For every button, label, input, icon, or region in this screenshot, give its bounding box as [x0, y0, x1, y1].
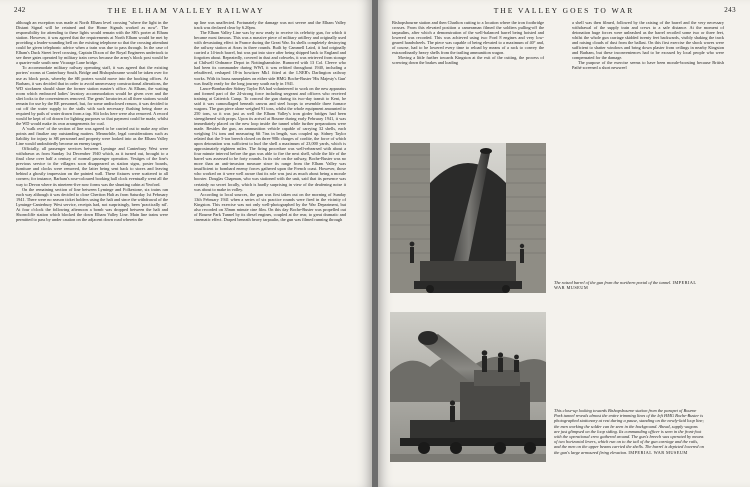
- left-page-number: 242: [14, 6, 26, 14]
- paragraph: A 'walk over' of the section of line was agreed to be carried out to make any other points and finalize any outstanding matters. Meanwhile, legal considerations such as liability for injury to SR personnel and property were looked into as the Elham Valley Line would undoubtedly become an enemy target.: [16, 125, 168, 147]
- paragraph: Bishopsbourne station and then Charlton cutting to a location where the iron footbridge crosses. From this elevated position a cameraman filmed the soldiers pulling-off the tarpaulins, after which a demonstration of the well-balanced barrel being hoisted and lowered was recorded. This was achieved using two Ford 8 engines and very low-geared handwheels. The piece was capable of being elevated to a maximum of 40° and, of course, had to be lowered every time to reload by means of a rack to convey the extraordinarily heavy shells from the trailing ammunition wagon.: [392, 20, 544, 56]
- gun-barrel-photo: [390, 143, 546, 293]
- right-page: [378, 0, 750, 487]
- paragraph: The purpose of the exercise seems to have been morale-boosting because British Pathé screened a short newsreel: [572, 60, 724, 71]
- left-column-2: [194, 20, 346, 478]
- paragraph: According to local sources, the gun was first taken out on the morning of Sunday 13th February 1941 when a series of six practice rounds were fired in the vicinity of Kingston. This exercise was not only well-photographed by the War Department, but also recorded on 35mm minute cine film. On this day Boche-Buster was propelled out of Bourne Park Tunnel by its diesel engines, coupled at the rear, to great dramatic and cinematic effect. Draped beneath heavy tarpaulin, the gun was filmed running through: [194, 191, 346, 222]
- paragraph: Lance-Bombardier Sidney Taylor RA had volunteered to work on the new apparatus and formed part of the 24-strong force including sergeant and officers who received training at Catterick Camp. To conceal the gun during its two-day transit to Kent, he said it was camouflaged beneath canvas and steel hoops to resemble three furnace wagons. The gun piece alone weighed 91 tons, whilst the whole equipment amounted to 250 tons, so it was just as well the Elham Valley's iron girder bridges had been strengthened with props. Upon its arrival at Bourne during early February 1941, it was immediately placed on the new loop inside the tunnel while further preparations were made. Besides the gun, an ammunition vehicle capable of carrying 32 shells, each weighing 1¼ tons and measuring 6ft 7ins in length, was coupled up. Sidney Taylor related that the 5-ton breech closed on three 90lb charges of cordite, the force of which upon detonation was sufficient to hurl the shell a maximum of 23,000 yards, which is approximately eighteen miles. The firing procedure was well-rehearsed with about a four minute interval before the gun was able to fire the next shell, while the life of the barrel was assessed to be forty rounds. In its role on the railway, Boche-Buster was no more than an anti-invasion measure since its range from the Elham Valley was insufficient to bombard enemy forces gathered upon the French coast. However, those who worked on it were well aware that its role was just as much about being a morale booster. Douglas Chapman, who was stationed with the unit, said that its presence was certainly no secret locally, which is hardly surprising in view of the deafening noise it was about to make in volley.: [194, 85, 346, 192]
- right-column-2: [572, 20, 724, 126]
- right-page-number: 243: [724, 6, 736, 14]
- left-page: [0, 0, 372, 487]
- photo-caption-2: [554, 408, 704, 455]
- left-column-1: [16, 20, 168, 478]
- caption-credit: IMPERIAL WAR MUSEUM: [628, 449, 688, 455]
- left-running-head: [14, 4, 358, 16]
- left-running-title: THE ELHAM VALLEY RAILWAY: [107, 5, 265, 15]
- paragraph: On the remaining section of line between Lyminge and Folkestone, six trains ran each way although it was decided to close Cheriton Halt as from Saturday 1st February 1941. There were no season ticket holders using the halt and since the withdrawal of the Lyminge-Canterbury West service, receipts had, not surprisingly, been 'practically nil'. At four o'clock the following afternoon a bomb was dropped between the halt and Shorncliffe station which blocked the down Elham Valley Line. Main line trains were permitted to pass by under caution on the adjacent down road wherein the: [16, 186, 168, 222]
- caption-credit: IMPERIAL WAR MUSEUM: [554, 280, 697, 291]
- caption-text: This close-up looking towards Bishopsbourne station from the parapet of Bourne Park tunnel reveals almost the entire trimming lines of the left HMG Boche-Buster is photographed stationary at rest during a pause, standing on the newly-laid loop line; the men working the solder can be seen in the background. Ahead, supply wagons are just glimpsed on the loop siding. Its commanding officer is seen in the front-foot with the operational crew gathered around. The gun's breech was operated by means of two horizontal levers, which run on to the tail of the gun carriage and the rails, and the men on the upper beams carried the shells. The barrel is depicted lowered on the gun's large armoured firing elevation.: [554, 408, 704, 455]
- paragraph: up line was unaffected. Fortunately the damage was not severe and the Elham Valley track was declared clear by 6.20pm.: [194, 20, 346, 31]
- photo-caption-1: [554, 280, 704, 290]
- gun-closeup-photo: [390, 312, 546, 462]
- paragraph: Officially, all passenger services between Lyminge and Canterbury West were withdrawn as from Sunday 1st December 1940 which, as it turned out, brought to a final close over half a century of normal passenger operation. Vestiges of the line's previous service to the villagers soon disappeared as station signs, poster boards, furniture and clocks were removed, the latter being sent back to stores and leaving behind a ghostly impression on the painted wall. These fixtures were scattered to all corners; for instance, Barham's rose-coloured booking hall clock eventually went all the way to Devon where its nineteen-five now forms was the shunting cabin at Yeoford.: [16, 146, 168, 187]
- right-column-1: [392, 20, 544, 150]
- paragraph: a shell was then filmed, followed by the raising of the barrel and the very necessary withdrawal of the supply train and crews to a safe distance. At the moment of detonation huge forces were unleashed as the barrel recoiled some two or three feet, whilst the whole gun carriage skidded twenty feet backwards, visibly shaking the track and raising clouds of dust from the ballast. On this first exercise the shock waves were sufficient to shatter windows and bring down plaster from ceilings in nearby Kingston and Barham, but these inconveniences had to be excused by local people who were compensated for the damage.: [572, 20, 724, 61]
- right-running-title: THE VALLEY GOES TO WAR: [493, 5, 635, 15]
- caption-text: The raised barrel of the gun from the northern portal of the tunnel.: [554, 280, 672, 285]
- right-running-head: [392, 4, 736, 16]
- paragraph: To accommodate military railway operating staff, it was agreed that the existing porters' rooms at Canterbury South, Bridge and Bishopsbourne would be taken over for use as block posts, whereby the SR porters would move into the booking offices. At Barham, it was decided that in order to avoid unnecessary constructional alterations, the WD stockmen should share the former station master's office. At Elham, the waiting room which embraced ladies' lavatory accommodation would be given over and the sliet locks to the conveniences removed. The gents' lavatories at all three stations would remain for use by the RE personnel, but, for some undisclosed reason, it was decided to cut off the water supply to the stalls with such necessary flushing being done as required by pails of water drawn from a tap. Slit locks here were also removed. A record would be kept of oil drawn for lighting purposes so that payment could be made, whilst the WD would make its own arrangements for coal.: [16, 65, 168, 126]
- paragraph: although an exception was made at North Elham level crossing "where the light in the Distant Signal will be retained and the Home Signals worked as now". The responsibility for attending to these lights would remain with the SR's porter at Elham station. However, it was agreed that the requirements at North Elham would be met by providing a leader-sounding bell on the existing telephone so that the crossing attendant could be given telephonic advice when a train was due to pass through. In the case of Elham's Duck Street level crossing, Captain Dixon of the Royal Engineers undertook to see there gates operated by military train crews because the army's block post would be a quarter-mile south near Vicarage Lane bridge.: [16, 20, 168, 66]
- paragraph: The Elham Valley Line was by now ready to receive its celebrity gun, for which it became most famous. This was a massive piece of military artillery and originally used with devastating effect in France during the Great War. Its shells completely destroying the railway station at Arras in three rounds. Built by Cammell Laird, it had originally carried a 14-inch barrel, but was put into store after being shipped back to England and forgotten about. Repeatedly, covered in dust and cobwebs, it was retrieved from storage at Chilwell Ordnance Depot in Nottinghamshire. Rumored with 13 Col. Cleeve who had been its commander during WWI, it was refitted throughout 1940, including a rebuffered, reshaped 18-in howitzer Mk1 fitted at the LNER's Darlington railway works. With its brass nameplates on either side HMG Boche-Buster 'His Majesty's Gun' was finally ready for the long journey south early in 1941.: [194, 30, 346, 86]
- gun-barrel-illustration: [390, 143, 546, 293]
- gun-closeup-illustration: [390, 312, 546, 462]
- paragraph: Moving a little further towards Kingston at the exit of the cutting, the process of screwing down the brakes and loading: [392, 55, 544, 66]
